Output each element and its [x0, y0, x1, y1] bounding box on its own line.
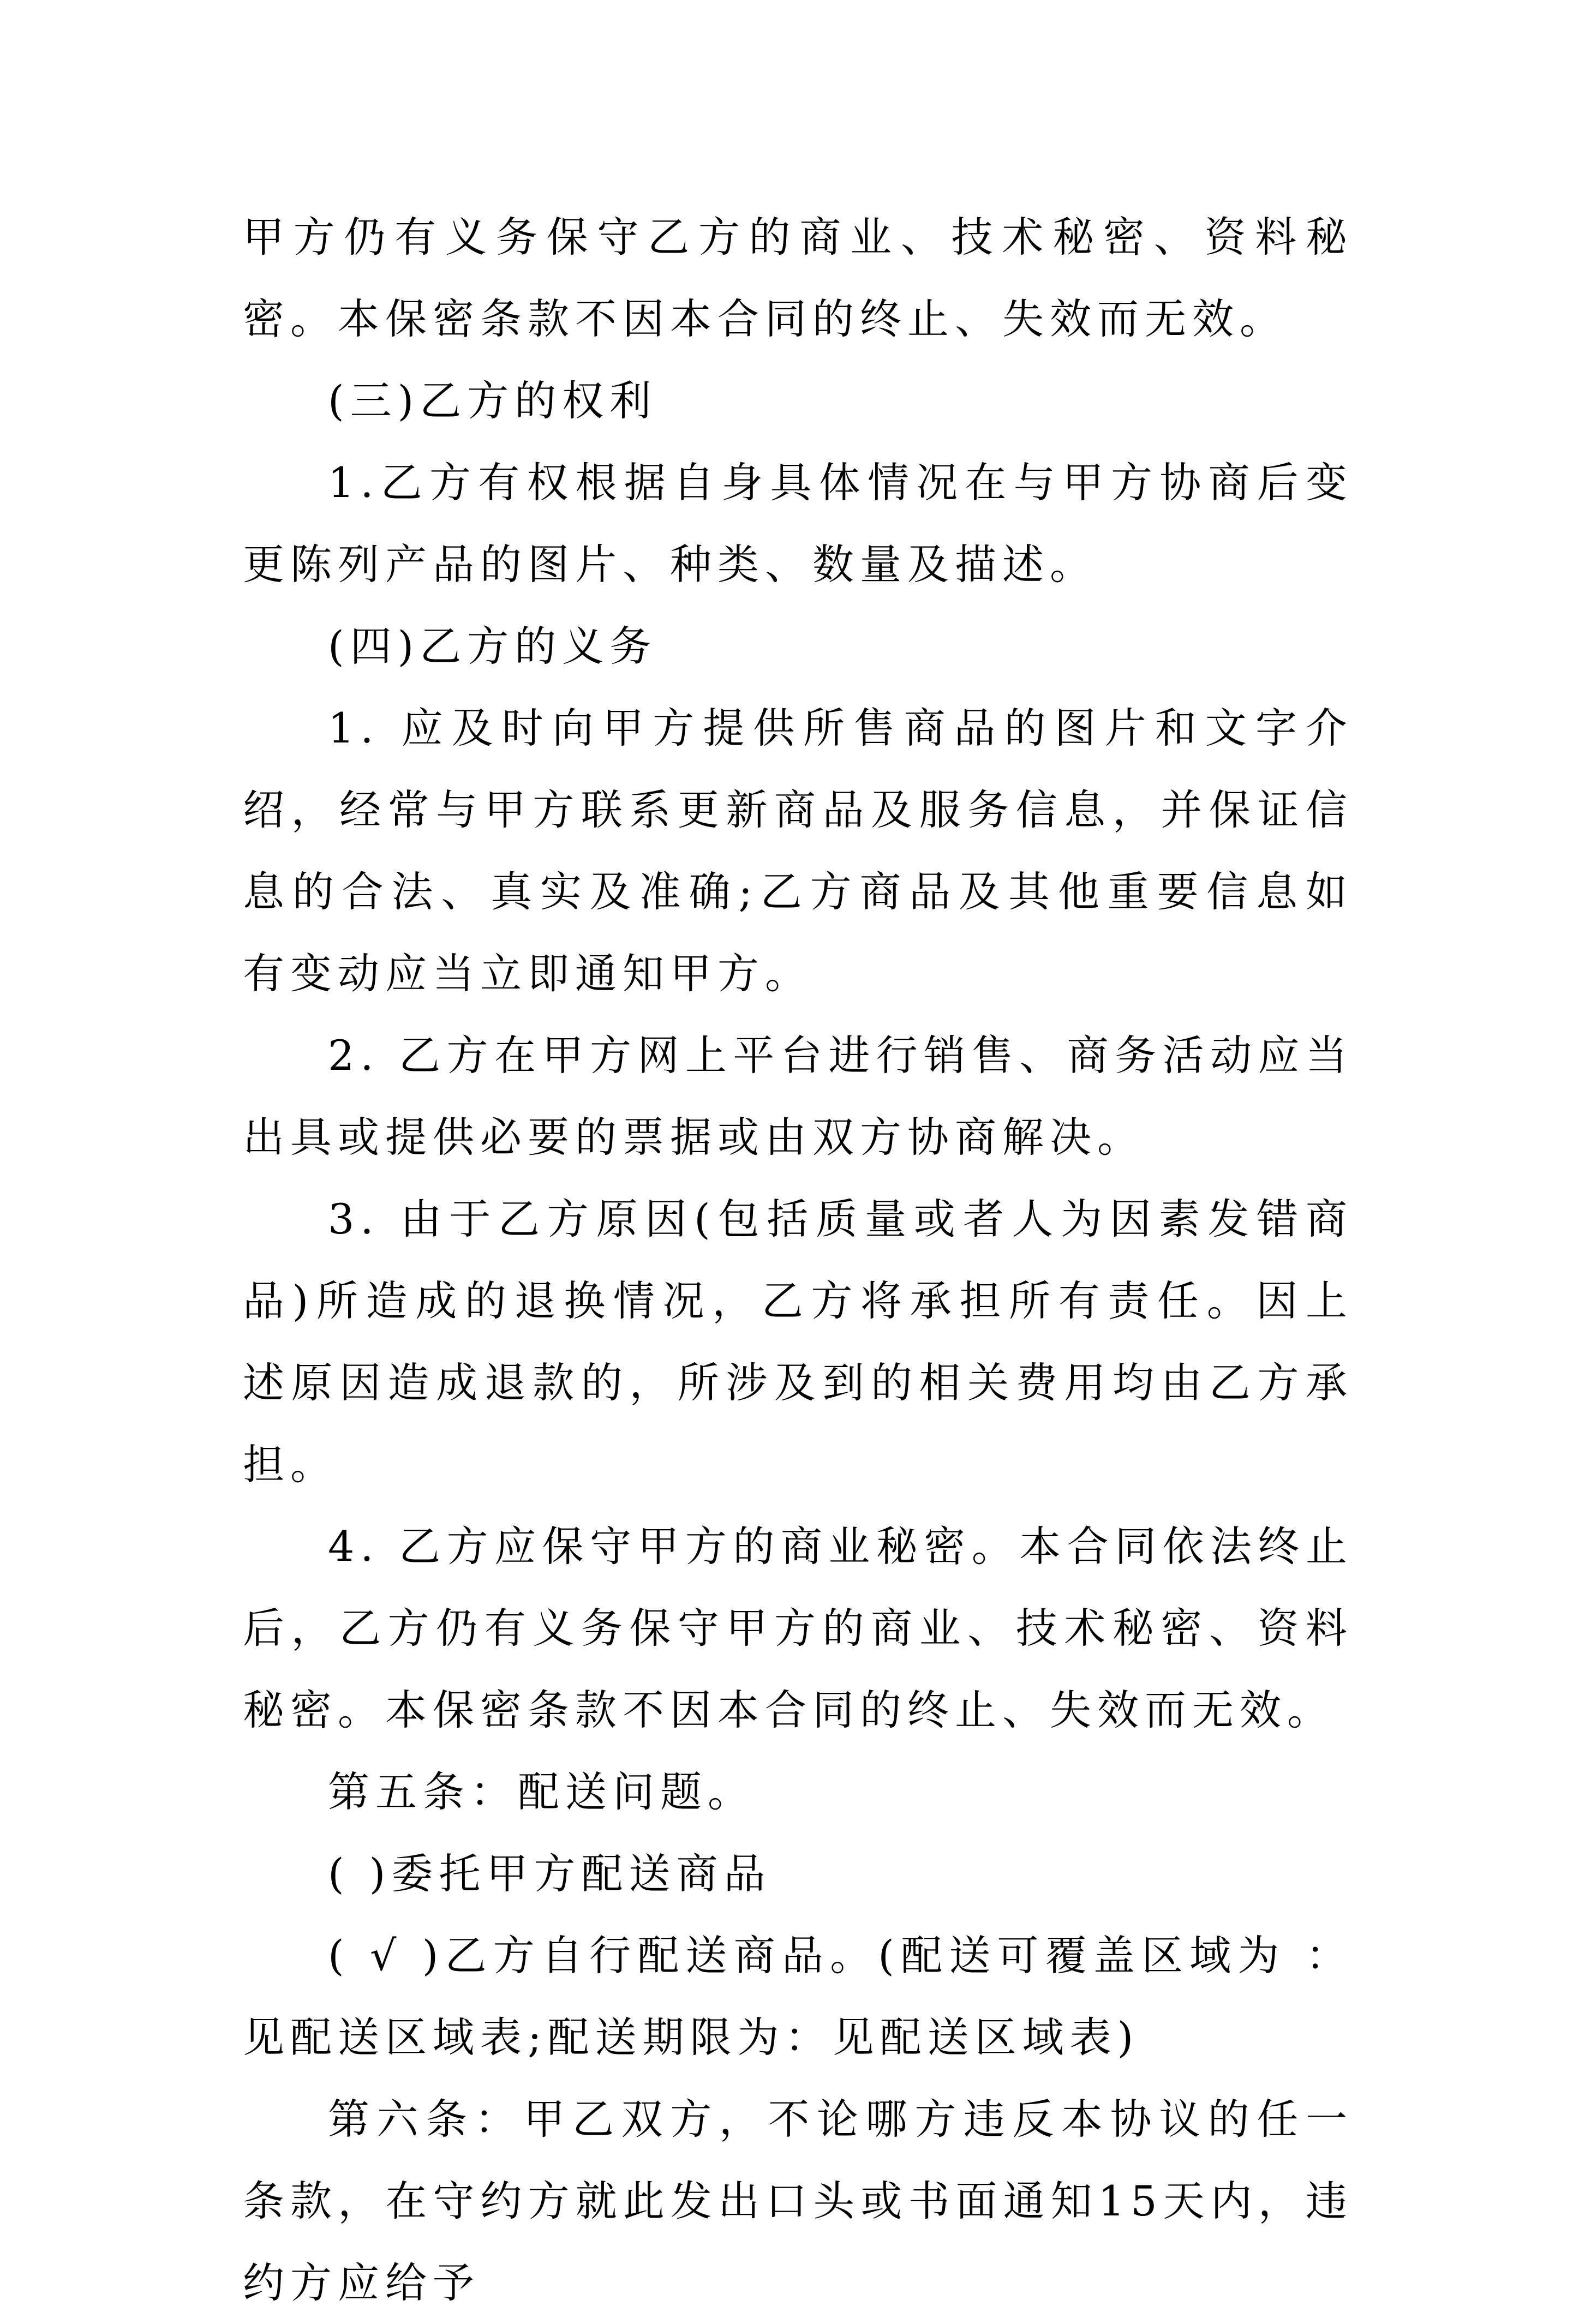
article-6-paragraph: 第六条：甲乙双方，不论哪方违反本协议的任一条款，在守约方就此发出口头或书面通知15天内，违约方应给予	[243, 2095, 1353, 2307]
paragraph-obligation-item-4: 4. 乙方应保守甲方的商业秘密。本合同依法终止后，乙方仍有义务保守甲方的商业、技术秘密、资料秘密。本保密条款不因本合同的终止、失效而无效。	[243, 1522, 1353, 1734]
paragraph-rights-item-1: 1.乙方有权根据自身具体情况在与甲方协商后变更陈列产品的图片、种类、数量及描述。	[243, 458, 1353, 589]
paragraph-obligation-item-1: 1. 应及时向甲方提供所售商品的图片和文字介绍，经常与甲方联系更新商品及服务信息，并保证信息的合法、真实及准确;乙方商品及其他重要信息如有变动应当立即通知甲方。	[243, 704, 1353, 998]
section-heading-party-b-obligations: (四)乙方的义务	[328, 622, 657, 670]
delivery-option-party-a: ( )委托甲方配送商品	[328, 1849, 771, 1898]
paragraph-obligation-item-3: 3. 由于乙方原因(包括质量或者人为因素发错商品)所造成的退换情况，乙方将承担所有责任。因上述原因造成退款的，所涉及到的相关费用均由乙方承担。	[243, 1195, 1353, 1489]
paragraph-obligation-item-2: 2. 乙方在甲方网上平台进行销售、商务活动应当出具或提供必要的票据或由双方协商解决。	[243, 1031, 1353, 1161]
section-heading-party-b-rights: (三)乙方的权利	[328, 376, 657, 425]
paragraph-confidentiality-party-a: 甲方仍有义务保守乙方的商业、技术秘密、资料秘密。本保密条款不因本合同的终止、失效而无效。	[243, 213, 1353, 343]
document-body	[243, 196, 1353, 2324]
delivery-option-party-b: ( √ )乙方自行配送商品。(配送可覆盖区域为 ：见配送区域表;配送期限为：见配送区域表)	[243, 1931, 1353, 2062]
article-5-heading: 第五条：配送问题。	[328, 1768, 755, 1816]
